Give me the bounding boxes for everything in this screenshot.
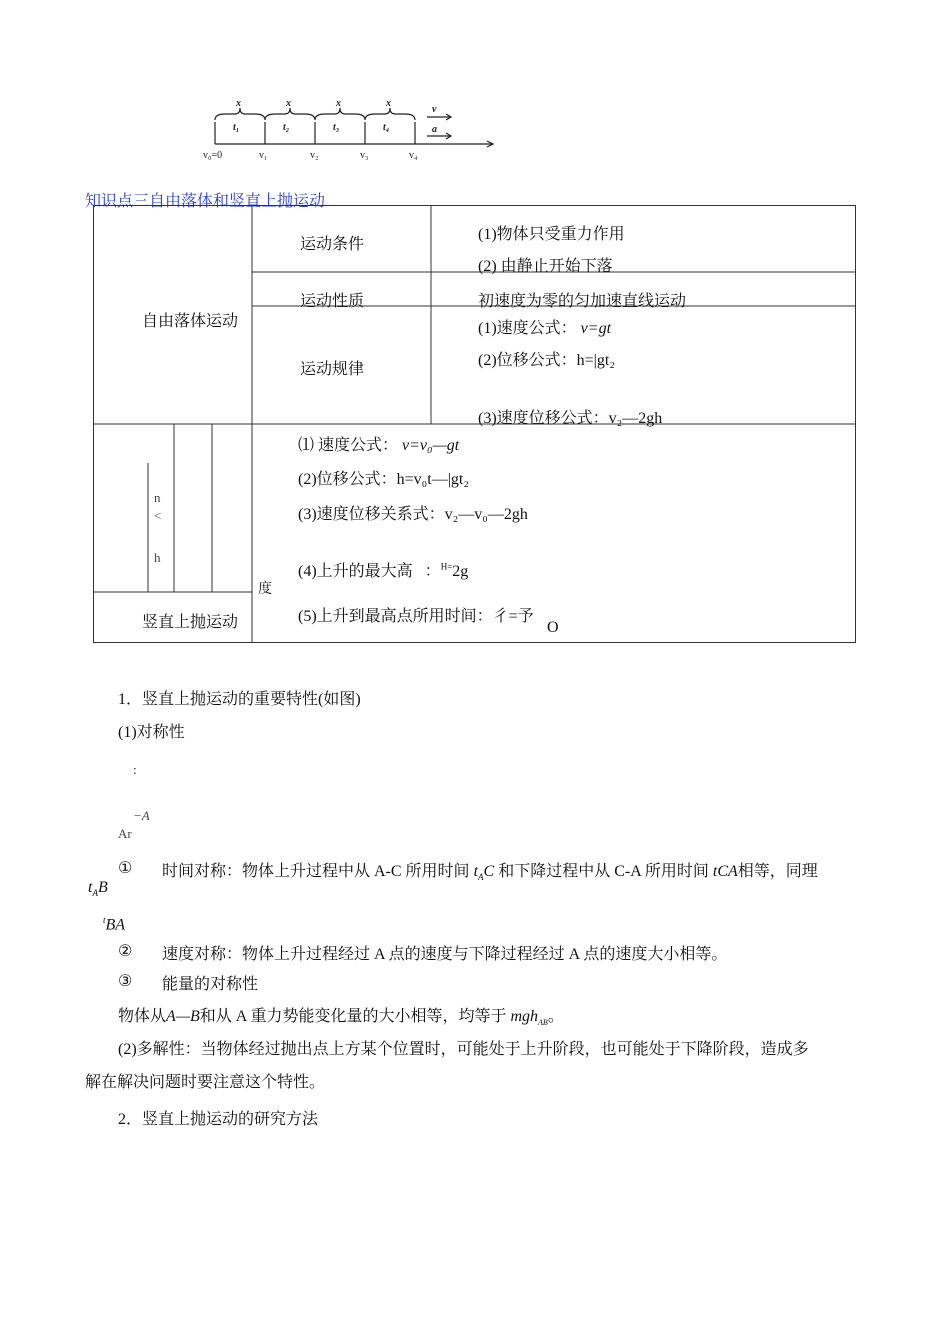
segment-label: x — [286, 98, 291, 109]
velocity-label: v₃ — [360, 150, 369, 161]
v-label: v — [432, 104, 437, 115]
paragraph-7-line1: (2)多解性：当物体经过抛出点上方某个位置时，可能处于上升阶段，也可能处于下降阶段，造成多 — [118, 1041, 809, 1058]
paragraph-4: 速度对称：物体上升过程经过 A 点的速度与下降过程经过 A 点的速度大小相等。 — [162, 946, 728, 963]
throw-formula-4: (4)上升的最大高 ：$^{H=}$2g — [298, 561, 469, 580]
free-fall-name: 自由落体运动 — [142, 313, 239, 330]
velocity-label: v₄ — [409, 150, 418, 161]
throw-formula-5-sub: O — [547, 619, 559, 636]
time-label: t₁ — [233, 122, 240, 133]
time-label: t₂ — [283, 122, 290, 133]
paragraph-3-tab: $t_AB$ — [88, 879, 108, 899]
paragraph-3-tba: $^t$BA — [103, 915, 126, 934]
paragraph-8: 2．竖直上抛运动的研究方法 — [118, 1111, 319, 1128]
segment-label: x — [386, 98, 391, 109]
side-char: n — [154, 490, 161, 505]
paragraph-6: 物体从A—B和从 A 重力势能变化量的大小相等，均等于 mgh$_{AB}$。 — [118, 1008, 564, 1028]
paragraph-5: 能量的对称性 — [162, 976, 259, 993]
figure-colon: : — [133, 762, 137, 777]
section-heading[interactable]: 知识点三自由落体和竖直上抛运动 — [85, 193, 326, 210]
side-char: h — [154, 550, 161, 565]
a-label: a — [432, 124, 437, 135]
uniform-acceleration-diagram — [195, 92, 505, 164]
law-2: (2)位移公式：h=|gt₂ — [478, 352, 615, 369]
paragraph-2: (1)对称性 — [118, 724, 185, 741]
figure-label-a: −A — [133, 808, 150, 823]
paragraph-3: 时间对称：物体上升过程中从 A-C 所用时间 $t_AC$ 和下降过程中从 C-A 所用时间 tCA相等，同理 — [162, 863, 818, 883]
time-label: t₄ — [383, 122, 390, 133]
throw-formula-5: (5)上升到最高点所用时间：彳=予 — [298, 608, 534, 625]
figure-label-ar: Ar — [118, 826, 132, 841]
law-1: (1)速度公式： v=gt — [478, 320, 612, 337]
law-3: (3)速度位移公式：v₂—2gh — [478, 410, 663, 427]
segment-label: x — [336, 98, 341, 109]
paragraph-3-num: ① — [118, 860, 133, 877]
nature-value: 初速度为零的匀加速直线运动 — [478, 293, 687, 310]
nature-label: 运动性质 — [300, 293, 365, 310]
segment-label: x — [236, 98, 241, 109]
throw-formula-1: ⑴ 速度公式： v=v₀—gt — [298, 437, 460, 454]
paragraph-1: 1．竖直上抛运动的重要特性(如图) — [118, 691, 361, 708]
law-label: 运动规律 — [300, 361, 365, 378]
velocity-label: v₀=0 — [203, 150, 223, 161]
throw-formula-3: (3)速度位移关系式：v₂—v₀—2gh — [298, 506, 528, 523]
knowledge-table — [93, 205, 857, 645]
condition-2: (2) 由静止开始下落 — [478, 258, 613, 275]
velocity-label: v₂ — [310, 150, 319, 161]
vertical-throw-name: 竖直上抛运动 — [142, 614, 239, 631]
du-char: 度 — [258, 582, 272, 597]
time-label: t₃ — [333, 122, 340, 133]
throw-formula-2: (2)位移公式：h=v₀t—|gt₂ — [298, 471, 469, 488]
condition-1: (1)物体只受重力作用 — [478, 226, 625, 243]
paragraph-5-num: ③ — [118, 973, 133, 990]
paragraph-4-num: ② — [118, 943, 133, 960]
paragraph-7-line2: 解在解决问题时要注意这个特性。 — [85, 1074, 326, 1091]
side-char: < — [154, 508, 162, 523]
velocity-label: v₁ — [259, 150, 268, 161]
condition-label: 运动条件 — [300, 236, 365, 253]
